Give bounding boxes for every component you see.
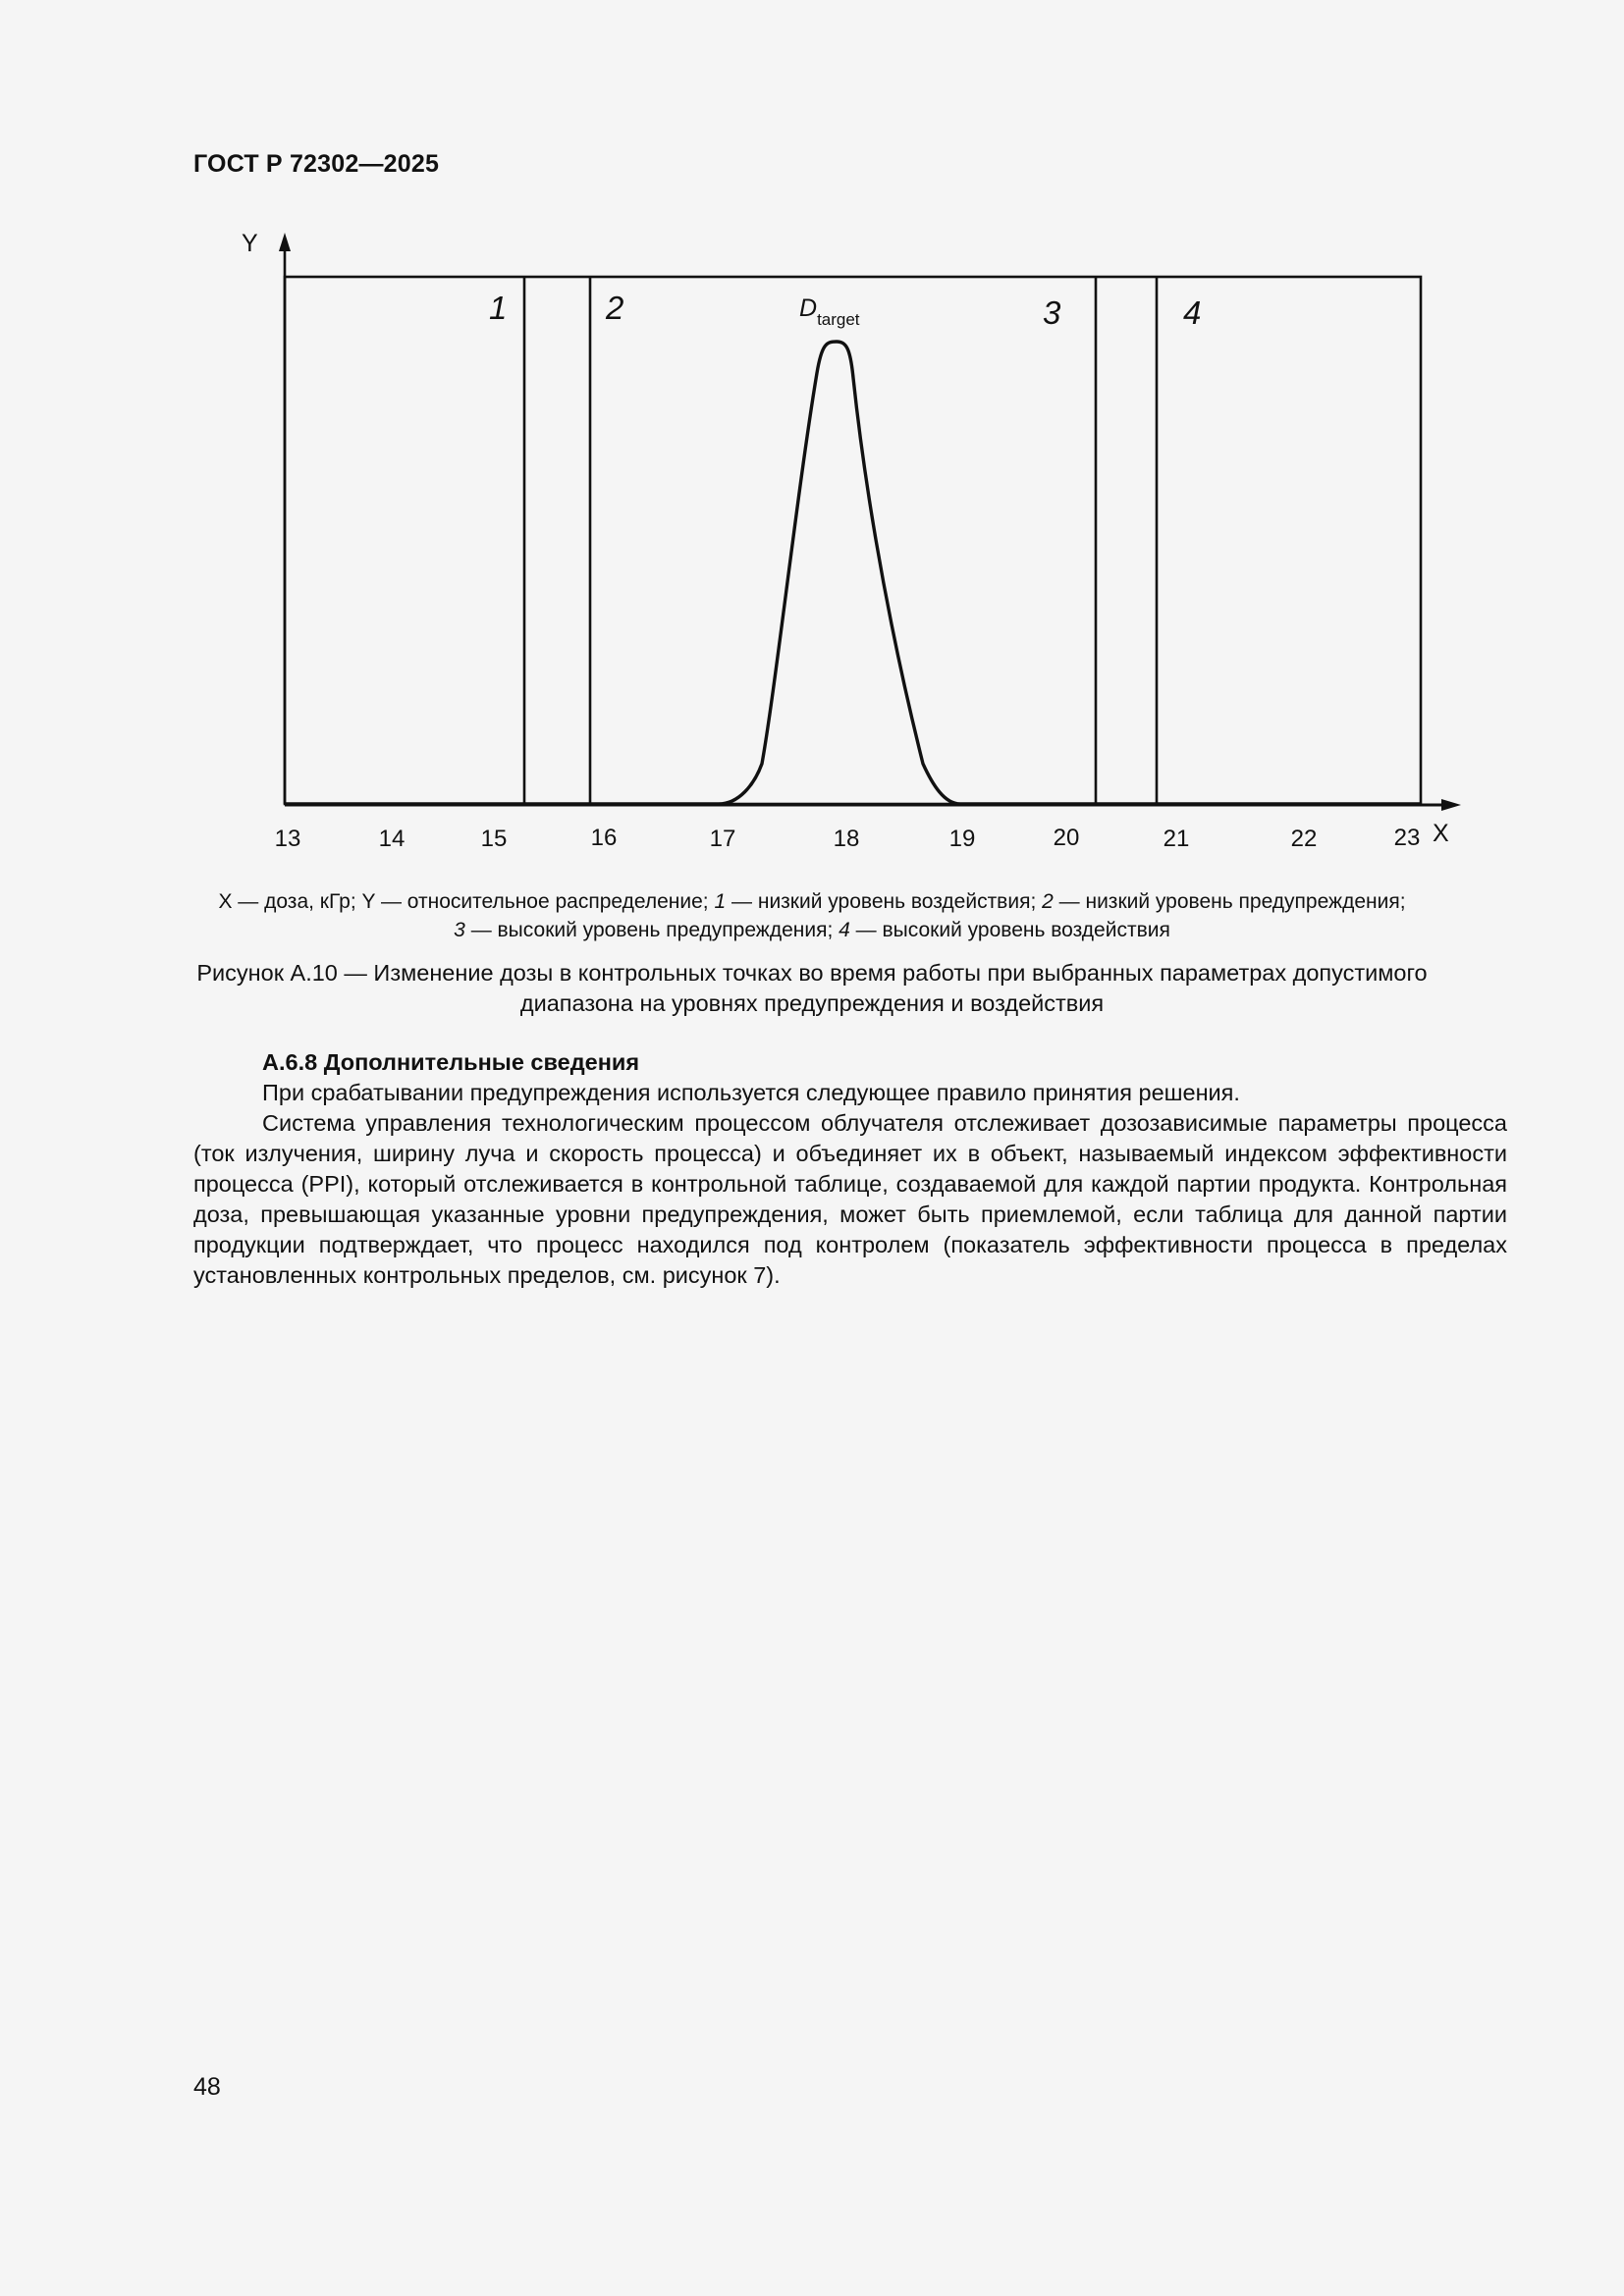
section-title: А.6.8 Дополнительные сведения	[262, 1049, 640, 1075]
legend-text-4: — высокий уровень воздействия	[849, 919, 1170, 941]
x-tick-19: 19	[948, 826, 976, 852]
y-axis-arrow	[279, 233, 291, 251]
section-a-6-8	[193, 1047, 1507, 1291]
legend-num-3: 3	[454, 919, 465, 941]
figure-caption: Рисунок А.10 — Изменение дозы в контрольных точках во время работы при выбранных параметрах допустимого диапазона на уровнях предупреждения и воздействия	[196, 960, 1428, 1016]
legend-num-1: 1	[714, 890, 727, 913]
legend-num-4: 4	[839, 919, 850, 941]
y-axis-label: Y	[242, 230, 258, 257]
x-tick-15: 15	[480, 826, 508, 852]
dose-distribution-curve	[285, 342, 1421, 804]
x-tick-14: 14	[378, 826, 406, 852]
target-label	[799, 294, 860, 329]
zone-label-3: 3	[1043, 294, 1061, 331]
x-tick-21: 21	[1163, 826, 1190, 852]
x-tick-13: 13	[274, 826, 301, 852]
dose-distribution-figure	[0, 0, 1624, 883]
legend-text-1: — низкий уровень воздействия;	[726, 890, 1037, 913]
x-tick-22: 22	[1290, 826, 1318, 852]
section-paragraph-2: Система управления технологическим процессом облучателя отслеживает дозозависимые параметры процесса (ток излучения, ширину луча и скорость процесса) и объединяет их в объект, называемый индексом эффективности процесса (PPI), который отслеживается в контрольной таблице, создаваемой для каждой партии продукта. Контрольная доза, превышающая указанные уровни предупреждения, может быть приемлемой, если таблица для данной партии продукции подтверждает, что процесс находился под контролем (показатель эффективности процесса в пределах установленных контрольных пределов, см. рисунок 7).	[193, 1110, 1507, 1288]
x-axis-arrow	[1441, 799, 1461, 811]
x-tick-23: 23	[1393, 825, 1421, 851]
legend-text-2: — низкий уровень предупреждения;	[1053, 890, 1406, 913]
section-paragraph-1: При срабатывании предупреждения используется следующее правило принятия решения.	[262, 1080, 1240, 1105]
chart-frame	[285, 277, 1421, 804]
x-tick-17: 17	[709, 826, 736, 852]
legend-num-2: 2	[1042, 890, 1054, 913]
x-tick-18: 18	[833, 826, 860, 852]
x-axis-label: X	[1433, 820, 1449, 847]
document-header: ГОСТ Р 72302—2025	[193, 150, 440, 178]
figure-legend	[147, 887, 1477, 944]
legend-line-2	[147, 916, 1477, 944]
target-label-sub: target	[817, 310, 860, 329]
legend-text-3: — высокий уровень предупреждения;	[464, 919, 834, 941]
page-number: 48	[193, 2073, 221, 2101]
zone-label-4: 4	[1183, 294, 1202, 331]
target-label-main: D	[799, 294, 818, 322]
x-tick-labels	[275, 825, 1421, 852]
x-tick-16: 16	[590, 825, 618, 851]
zone-label-1: 1	[489, 290, 508, 326]
legend-line-1	[147, 887, 1477, 916]
legend-axes: X — доза, кГр; Y — относительное распределение;	[218, 890, 709, 913]
zone-label-2: 2	[606, 290, 624, 326]
x-tick-20: 20	[1053, 825, 1080, 851]
